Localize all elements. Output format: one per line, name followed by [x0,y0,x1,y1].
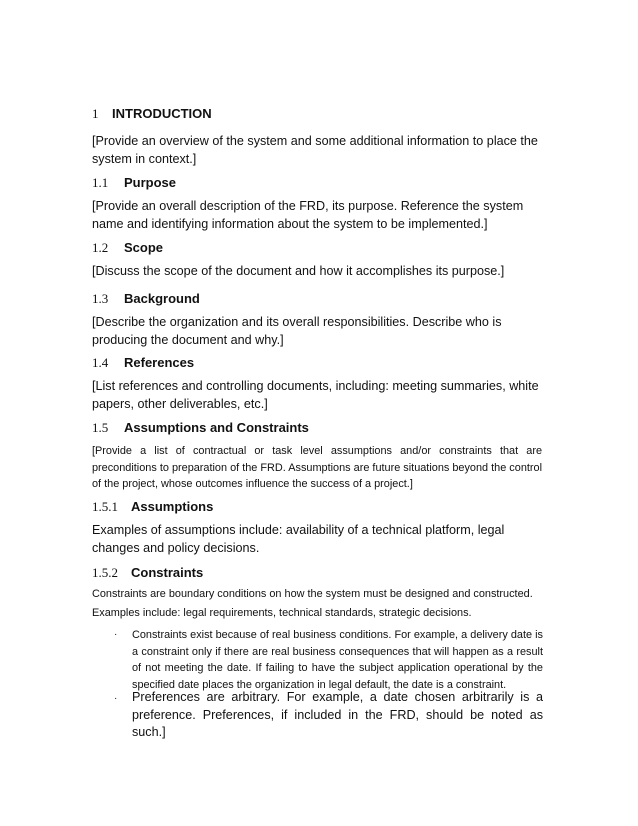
background-body: [Describe the organization and its overall responsibilities. Describe who is producing the document and why.] [92,315,502,347]
heading-number: 1.5 [92,420,109,435]
heading-title: Assumptions and Constraints [124,420,309,435]
heading-title: Assumptions [131,499,214,514]
assumptions-and-constraints-body: [Provide a list of contractual or task level assumptions and/or constraints that are preconditions to preparation of the FRD. Assumptions are future situations beyond the control of the project, whose outcomes influence the success of a project.] [92,445,542,490]
heading-purpose [92,175,177,191]
heading-references [92,355,195,371]
heading-title: Purpose [124,175,177,190]
scope-body: [Discuss the scope of the document and how it accomplishes its purpose.] [92,264,505,278]
heading-number: 1.5.2 [92,565,118,580]
heading-introduction [92,106,212,122]
heading-title: Background [124,291,200,306]
heading-assumptions [92,499,214,515]
heading-number: 1.3 [92,291,109,306]
list-item: Preferences are arbitrary. For example, a date chosen arbitrarily is a preference. Preferences, if included in the FRD, should be noted as such.] [132,690,543,739]
heading-title: INTRODUCTION [112,106,212,121]
references-body: [List references and controlling documents, including: meeting summaries, white papers, other deliverables, etc.] [92,379,539,411]
heading-scope [92,240,164,256]
heading-background [92,291,200,307]
heading-assumptions-and-constraints [92,420,309,436]
heading-title: Scope [124,240,164,255]
introduction-body: [Provide an overview of the system and some additional information to place the system in context.] [92,134,538,166]
list-item: Constraints exist because of real business conditions. For example, a delivery date is a constraint only if there are real business consequences that will happen as a result of not meeting the date. If failing to have the subject application operational by the specified date places the organization in legal default, the date is a constraint. [132,629,543,691]
heading-title: Constraints [131,565,204,580]
bullet-marker: · [114,629,118,640]
heading-number: 1.5.1 [92,499,118,514]
constraints-body-line2: Examples include: legal requirements, technical standards, strategic decisions. [92,607,472,619]
bullet-marker: · [114,693,118,704]
heading-constraints [92,565,204,581]
heading-title: References [124,355,195,370]
heading-number: 1.1 [92,175,109,190]
constraints-body-line1: Constraints are boundary conditions on how the system must be designed and constructed. [92,588,533,600]
purpose-body: [Provide an overall description of the FRD, its purpose. Reference the system name and identifying information about the system to be implemented.] [92,199,524,231]
heading-number: 1.2 [92,240,109,255]
heading-number: 1.4 [92,355,109,370]
heading-number: 1 [92,106,99,121]
assumptions-body: Examples of assumptions include: availability of a technical platform, legal changes and policy decisions. [92,523,505,555]
